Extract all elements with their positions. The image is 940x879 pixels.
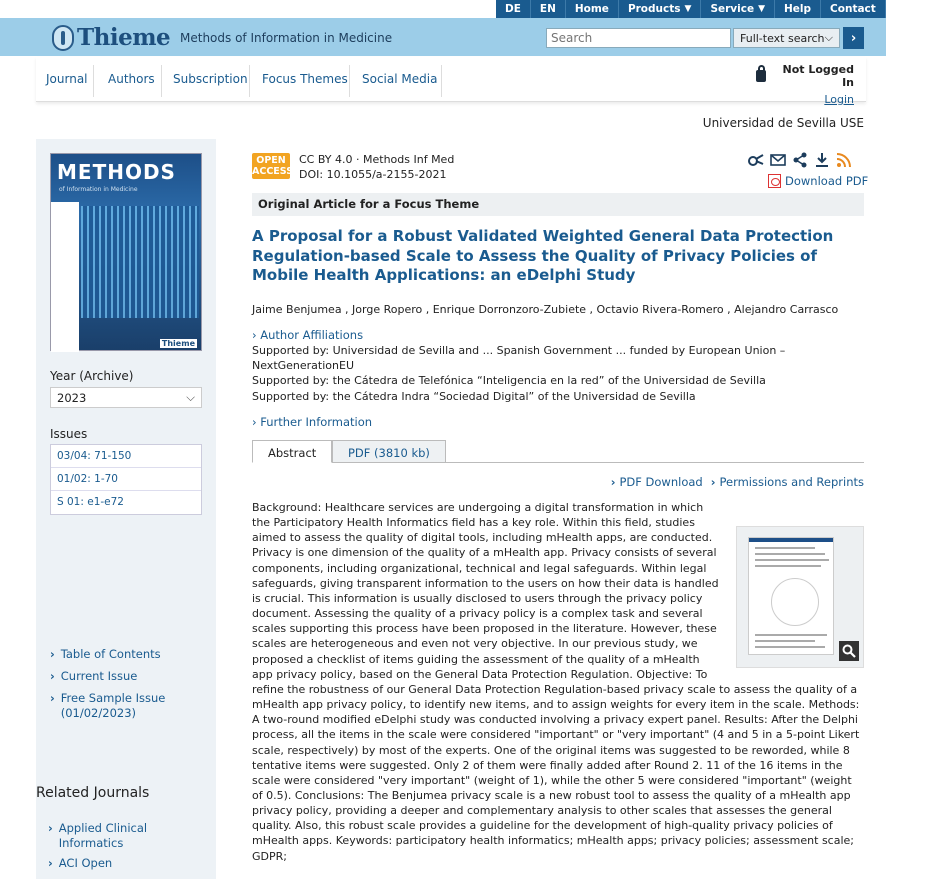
divider bbox=[349, 65, 350, 97]
divider bbox=[161, 65, 162, 97]
top-navigation-bar bbox=[496, 0, 931, 18]
products-menu[interactable]: Products ▼ bbox=[618, 0, 701, 18]
journal-name[interactable]: Methods of Information in Medicine bbox=[180, 31, 393, 45]
thumbnail-line bbox=[755, 565, 821, 567]
cover-publisher: Thieme bbox=[161, 339, 195, 348]
abstract-section bbox=[252, 500, 864, 864]
year-label: Year (Archive) bbox=[50, 369, 134, 383]
journal-subnav bbox=[36, 57, 866, 106]
article-thumbnail[interactable] bbox=[736, 526, 864, 668]
cite-icon[interactable] bbox=[748, 152, 764, 168]
cover-subtitle: of Information in Medicine bbox=[59, 186, 138, 193]
chevron-right-icon: › bbox=[610, 475, 616, 489]
login-status bbox=[756, 63, 854, 89]
further-information-link[interactable]: › Further Information bbox=[252, 415, 373, 429]
cover-side-panel bbox=[51, 202, 79, 352]
related-journals-heading: Related Journals bbox=[36, 785, 150, 801]
left-sidebar bbox=[36, 139, 216, 879]
current-issue-link[interactable]: › Current Issue bbox=[50, 669, 138, 683]
article-authors[interactable]: Jaime Benjumea , Jorge Ropero , Enrique Dorronzoro-Zubiete , Octavio Rivera-Romero , Alejandro Carrasco bbox=[252, 303, 839, 316]
search-submit-button[interactable] bbox=[843, 27, 864, 49]
portal-link[interactable]: Portal bbox=[885, 0, 940, 18]
related-journal-link[interactable]: › ACI Open bbox=[48, 856, 113, 870]
license-info bbox=[299, 152, 454, 182]
article-title: A Proposal for a Robust Validated Weighted General Data Protection Regulation-based Scale to Assess the Quality of Privacy Policies of Mobile Health Applications: an eDelphi Study bbox=[252, 227, 834, 284]
tab-abstract[interactable]: Abstract bbox=[252, 440, 332, 463]
chevron-down-icon: ▼ bbox=[758, 4, 766, 14]
chevron-right-icon: › bbox=[50, 647, 55, 661]
login-box bbox=[756, 63, 854, 106]
thumbnail-line bbox=[755, 547, 815, 549]
issue-item[interactable]: 03/04: 71-150 bbox=[51, 445, 201, 468]
year-value: 2023 bbox=[57, 390, 87, 405]
divider bbox=[441, 65, 442, 97]
free-sample-issue-link[interactable]: › Free Sample Issue (01/02/2023) bbox=[50, 691, 166, 720]
cover-artwork bbox=[81, 206, 199, 318]
document-links bbox=[611, 475, 864, 489]
article-action-icons bbox=[748, 152, 852, 168]
funding-line: Supported by: the Cátedra Indra “Sociedad Digital” of the Universidad de Sevilla bbox=[252, 389, 696, 403]
open-access-badge: OPEN ACCESS bbox=[252, 155, 294, 177]
thumbnail-page bbox=[748, 537, 834, 655]
zoom-button[interactable] bbox=[839, 641, 859, 661]
sidebar-links bbox=[50, 647, 210, 728]
divider bbox=[93, 65, 94, 97]
pdf-download-link[interactable]: › PDF Download bbox=[610, 475, 703, 489]
chevron-down-icon: ⌵ bbox=[824, 31, 833, 44]
article-tabs bbox=[252, 440, 864, 463]
divider bbox=[249, 65, 250, 97]
login-link[interactable]: Login bbox=[824, 93, 854, 106]
thumbnail-line bbox=[755, 640, 815, 642]
magnifier-icon bbox=[842, 644, 856, 658]
contact-link[interactable]: Contact bbox=[820, 0, 885, 18]
rss-icon[interactable] bbox=[836, 152, 852, 168]
lang-en-link[interactable]: EN bbox=[530, 0, 565, 18]
download-icon[interactable] bbox=[814, 152, 830, 168]
funding-line: Supported by: Universidad de Sevilla and ... Spanish Government ... funded by European Union – NextGenerationEU bbox=[252, 344, 786, 373]
funding-info bbox=[252, 343, 812, 404]
thumbnail-watermark bbox=[771, 578, 819, 626]
issue-item[interactable]: S 01: e1-e72 bbox=[57, 496, 124, 508]
thumbnail-header bbox=[749, 538, 833, 542]
doi-line[interactable]: DOI: 10.1055/a-2155-2021 bbox=[299, 168, 447, 181]
thieme-logo-icon bbox=[52, 25, 74, 51]
chevron-right-icon: › bbox=[850, 30, 857, 46]
issues-list bbox=[50, 444, 202, 515]
top-navigation bbox=[0, 0, 931, 18]
home-link[interactable]: Home bbox=[565, 0, 618, 18]
thumbnail-line bbox=[755, 559, 829, 561]
license-line: CC BY 4.0 · Methods Inf Med bbox=[299, 153, 455, 166]
abstract-text: Background: Healthcare services are undergoing a digital transformation in which the Participatory Health Informatics field has a key role. Within this field, studies aimed to assess the quality of digital tools, including mHealth apps, are conducted. Privacy is one dimension of the quality of a mHealth app. Privacy consists of several components, including organizational, technical and legal safeguards. Within legal safeguards, giving transparent information to the users on how their data is handled is crucial. This information is usually disclosed to users through the privacy policy document. Assessing the quality of a privacy policy is a complex task and several scales supporting this process have been proposed in the literature. However, these scales are heterogeneous and even not very objective. In our previous study, we proposed a checklist of items guiding the assessment of the quality of a mHealth app privacy policy, based on the General Data Protection Regulation. Objective: To refine the robustness of our General Data Protection Regulation-based privacy scale to assess the quality of a mHealth app privacy policy, to identify new items, and to assign weights for every item in the scale. Methods: A two-round modified eDelphi study was conducted involving a privacy expert panel. Results: After the Delphi process, all the items in the scale were considered "important" or "very important" (4 and 5 in a 5-point Likert scale, respectively) by most of the experts. One of the original items was suggested to be reworded, while 8 tentative items were suggested. Only 2 of them were finally added after Round 2. 11 of the 16 items in the scale were considered "very important" (weight of 1), while the other 5 were considered "important" (weight of 0.5). Conclusions: The Benjumea privacy scale is a new robust tool to assess the quality of a mHealth app privacy policy, providing a deeper and complementary analysis to other scales that assesses the general quality. Also, this robust scale provides a guideline for the development of high-quality privacy policies of mHealth apps. Keywords: participatory health informatics; mHealth apps; privacy policies; assessment scale; GDPR; bbox=[252, 501, 860, 863]
issues-label: Issues bbox=[50, 427, 88, 441]
institution-name: Universidad de Sevilla USE bbox=[702, 116, 864, 130]
search-mode-label: Full-text search bbox=[740, 31, 825, 45]
thumbnail-line bbox=[755, 634, 827, 636]
chevron-right-icon: › bbox=[50, 669, 55, 683]
pdf-icon bbox=[768, 174, 781, 188]
service-menu[interactable]: Service ▼ bbox=[700, 0, 774, 18]
subnav-focus-themes[interactable]: Focus Themes bbox=[262, 72, 348, 86]
email-icon[interactable] bbox=[770, 152, 786, 168]
chevron-right-icon: › bbox=[48, 856, 53, 870]
logo-text: Thieme bbox=[77, 24, 171, 51]
journal-cover-image[interactable] bbox=[50, 153, 202, 351]
funding-line: Supported by: the Cátedra de Telefónica “Inteligencia en la red” of the Universidad de Sevilla bbox=[252, 374, 766, 388]
chevron-right-icon: › bbox=[710, 475, 716, 489]
chevron-right-icon: › bbox=[48, 821, 53, 835]
subnav-social-media[interactable]: Social Media bbox=[362, 72, 438, 86]
chevron-down-icon: ▼ bbox=[684, 4, 692, 14]
brand-bar bbox=[0, 18, 886, 56]
tab-pdf[interactable]: PDF (3810 kb) bbox=[332, 440, 446, 463]
thumbnail-line bbox=[755, 553, 825, 555]
article-type-bar: Original Article for a Focus Theme bbox=[252, 193, 864, 216]
related-journal-link[interactable]: › Applied Clinical Informatics bbox=[48, 821, 148, 850]
subnav-subscription[interactable]: Subscription bbox=[173, 72, 248, 86]
cover-title: METHODS bbox=[57, 160, 176, 184]
issue-item[interactable]: 01/02: 1-70 bbox=[51, 468, 201, 491]
search-input[interactable] bbox=[546, 28, 731, 48]
table-of-contents-link[interactable]: › Table of Contents bbox=[50, 647, 161, 661]
thieme-logo[interactable] bbox=[52, 24, 170, 51]
related-journals-box bbox=[36, 806, 216, 876]
help-link[interactable]: Help bbox=[774, 0, 820, 18]
subnav-authors[interactable]: Authors bbox=[108, 72, 155, 86]
chevron-right-icon: › bbox=[50, 691, 55, 705]
lang-de-link[interactable]: DE bbox=[505, 3, 521, 15]
author-affiliations-link[interactable]: › Author Affiliations bbox=[252, 328, 364, 342]
search-mode-select[interactable] bbox=[733, 28, 840, 48]
permissions-link[interactable]: › Permissions and Reprints bbox=[710, 475, 864, 489]
chevron-down-icon: ⌵ bbox=[186, 390, 195, 404]
login-status-text: Not Logged In bbox=[782, 63, 854, 89]
thumbnail-line bbox=[755, 646, 825, 648]
lock-icon bbox=[756, 70, 766, 82]
download-pdf-link[interactable]: Download PDF bbox=[768, 174, 868, 188]
year-select[interactable] bbox=[50, 387, 202, 408]
subnav-journal[interactable]: Journal bbox=[46, 72, 88, 86]
share-icon[interactable] bbox=[792, 152, 808, 168]
